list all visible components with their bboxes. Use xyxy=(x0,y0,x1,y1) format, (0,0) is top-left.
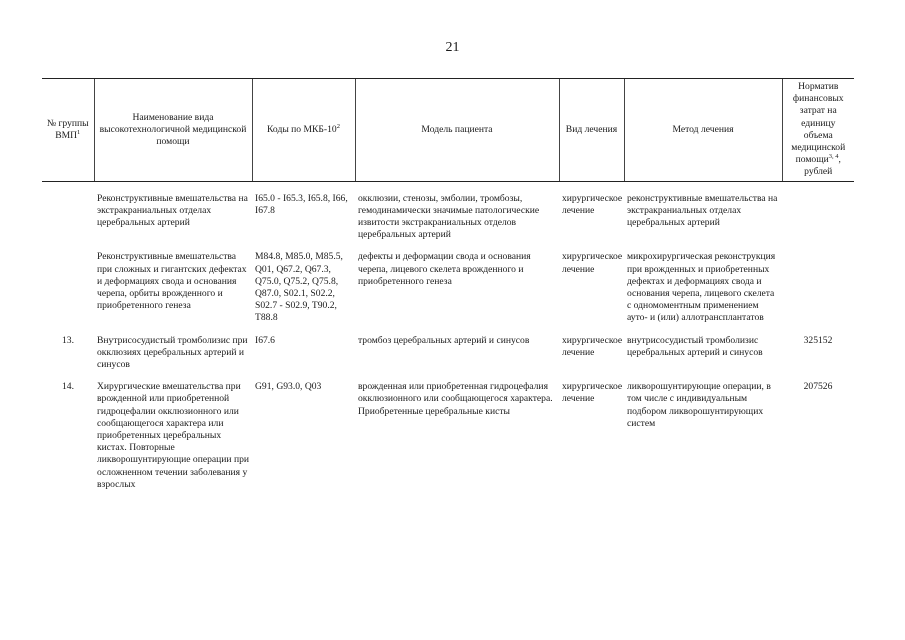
header-treatment-type: Вид лечения xyxy=(559,79,624,182)
row-number: 14. xyxy=(62,381,74,393)
row-treatment-method: микрохирургическая реконструкция при врожденных и приобретенных дефектах и деформациях свода и основания черепа, лицевого скелета с одномоментным применением ауто- и (или) аллотрансплантатов xyxy=(627,251,776,324)
row-treatment-method: ликворошунтирующие операции, в том числе с индивидуальным подбором ликворошунтирующих систем xyxy=(627,381,771,429)
header-group-number: № группы ВМП$^1$ xyxy=(42,79,94,182)
row-cost-norm: 207526 xyxy=(803,381,833,393)
row-treatment-type: хирургическое лечение xyxy=(562,334,623,358)
row-number xyxy=(42,251,94,334)
row-treatment-method: реконструктивные вмешательства на экстракраниальных отделах церебральных артерий xyxy=(627,192,778,229)
row-cost-norm: 325152 xyxy=(803,334,833,346)
header-patient-model: Модель пациента xyxy=(355,79,559,182)
row-treatment-type: хирургическое лечение xyxy=(562,381,623,405)
row-patient-model: врожденная или приобретенная гидроцефалия окклюзионного или сообщающегося характера. Приобретенные церебральные кисты xyxy=(358,381,553,417)
row-number xyxy=(42,193,94,252)
row-care-type-name: Реконструктивные вмешательства на экстракраниальных отделах церебральных артерий xyxy=(97,192,248,229)
row-treatment-method: внутрисосудистый тромболизис церебральных артерий и синусов xyxy=(627,334,763,358)
row-icd-codes: I65.0 - I65.3, I65.8, I66, I67.8 xyxy=(255,192,348,216)
row-icd-codes: I67.6 xyxy=(255,334,275,346)
table-row xyxy=(42,335,854,382)
row-care-type-name: Реконструктивные вмешательства при сложных и гигантских дефектах и деформациях свода и основания черепа, орбиты врожденного и приобретенного генеза xyxy=(97,251,247,312)
row-number: 13. xyxy=(62,334,74,346)
row-patient-model: тромбоз церебральных артерий и синусов xyxy=(358,334,530,346)
row-care-type-name: Хирургические вмешательства при врожденной или приобретенной гидроцефалии окклюзионного или сообщающегося характера или приобретенных церебральных кистах. Повторные ликворошунтирующие операции при осложненном течении заболевания у взрослых xyxy=(97,381,250,490)
row-patient-model: дефекты и деформации свода и основания черепа, лицевого скелета врожденного и приобретенного генеза xyxy=(358,251,531,287)
header-cost-norm: Норматив финансовых затрат на единицу объема медицинской помощи$^{3, 4}$, рублей xyxy=(782,79,854,182)
row-icd-codes: G91, G93.0, Q03 xyxy=(255,381,322,393)
row-cost-norm xyxy=(782,193,854,252)
table-row xyxy=(42,381,854,501)
row-treatment-type: хирургическое лечение xyxy=(562,251,623,275)
row-care-type-name: Внутрисосудистый тромболизис при окклюзиях церебральных артерий и синусов xyxy=(97,334,248,371)
row-treatment-type: хирургическое лечение xyxy=(562,192,623,216)
header-icd-codes: Коды по МКБ-$10^2$ xyxy=(252,79,355,182)
vmp-table xyxy=(42,78,854,501)
header-care-type-name: Наименование вида высокотехнологичной медицинской помощи xyxy=(94,79,252,182)
row-icd-codes: M84.8, M85.0, M85.5, Q01, Q67.2, Q67.3, Q75.0, Q75.2, Q75.8, Q87.0, S02.1, S02.2, S02.7 - S02.9, T90.2, T88.8 xyxy=(255,251,343,324)
header-treatment-method: Метод лечения xyxy=(624,79,782,182)
table-row xyxy=(42,193,854,252)
page-number: 21 xyxy=(445,40,460,55)
row-cost-norm xyxy=(782,251,854,334)
row-patient-model: окклюзии, стенозы, эмболии, тромбозы, гемодинамически значимые патологические извитости экстракраниальных отделов церебральных артерий xyxy=(358,192,540,241)
table-row xyxy=(42,251,854,334)
table-header xyxy=(42,79,854,182)
